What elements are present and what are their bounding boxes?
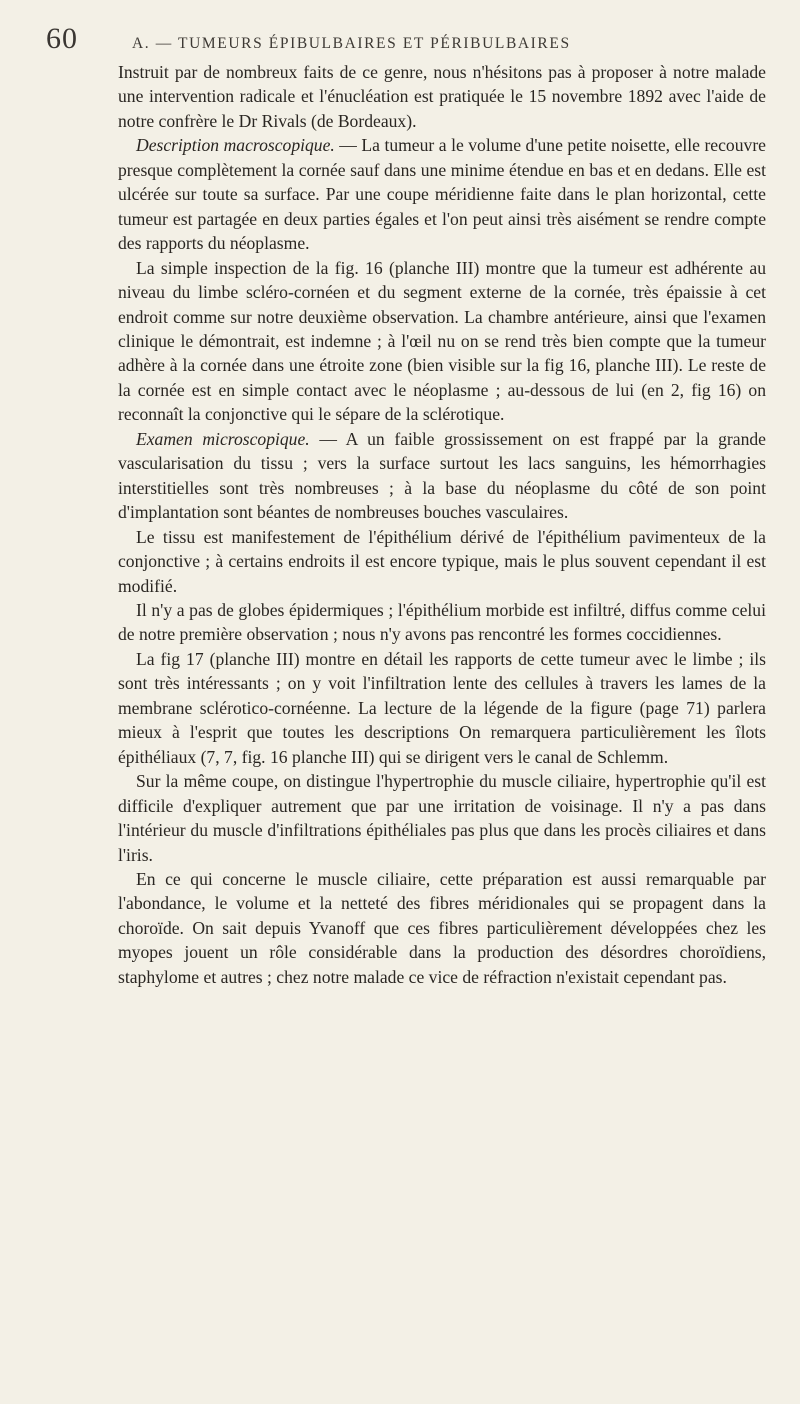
paragraph-text: Le tissu est manifestement de l'épithélium dérivé de l'épithélium pavimenteux de la conjonctive ; à certains endroits il est encore typique, mais le plus souvent cependant il est modifié. [118, 526, 766, 596]
paragraph [118, 867, 766, 989]
paragraph-text: Sur la même coupe, on distingue l'hypertrophie du muscle ciliaire, hypertrophie qu'il est difficile d'expliquer autrement que par une irritation de voisinage. Il n'y a pas dans l'intérieur du muscle d'infiltrations épithéliales pas plus que dans les procès ciliaires et dans l'iris. [118, 771, 766, 865]
paragraph [118, 60, 766, 133]
paragraph [118, 256, 766, 427]
paragraph [118, 769, 766, 867]
running-head: A. — TUMEURS ÉPIBULBAIRES ET PÉRIBULBAIRES [132, 35, 571, 52]
paragraph-text: — A un faible grossissement on est frappé par la grande vascularisation du tissu ; vers la surface surtout les lacs sanguins, les hémorrhagies interstitielles sont très nombreuses ; à la base du néoplasme du côté de son point d'implantation sont béantes de nombreuses bouches vasculaires. [118, 428, 766, 523]
paragraph [118, 525, 766, 598]
page-number: 60 [46, 22, 78, 55]
paragraph [118, 427, 766, 525]
paragraph [118, 598, 766, 647]
paragraph [118, 647, 766, 769]
section-heading: Examen microscopique. [136, 428, 310, 449]
paragraph-text: Il n'y a pas de globes épidermiques ; l'épithélium morbide est infiltré, diffus comme celui de notre première observation ; nous n'y avons pas rencontré les formes coccidiennes. [118, 599, 766, 645]
paragraph-text: Instruit par de nombreux faits de ce genre, nous n'hésitons pas à proposer à notre malade une intervention radicale et l'énucléation est pratiquée le 15 novembre 1892 avec l'aide de notre confrère le Dr Rivals (de Bordeaux). [118, 62, 766, 131]
paragraph-text: En ce qui concerne le muscle ciliaire, cette préparation est aussi remarquable par l'abondance, le volume et la netteté des fibres méridionales qui se propagent dans la choroïde. On sait depuis Yvanoff que ces fibres particulièrement développées chez les myopes jouent un rôle considérable dans la production des désordres choroïdiens, staphylome et autres ; chez notre malade ce vice de réfraction n'existait cependant pas. [118, 868, 766, 987]
page-header [46, 22, 766, 54]
body-text [118, 60, 766, 989]
paragraph [118, 133, 766, 255]
section-heading: Description macroscopique. [136, 135, 335, 156]
paragraph-text: La fig 17 (planche III) montre en détail les rapports de cette tumeur avec le limbe ; ils sont très intéressants ; on y voit l'infiltration lente des cellules à travers les lames de la membrane sclérotico-cornéenne. La lecture de la légende de la figure (page 71) parlera mieux à l'esprit que toutes les descriptions On remarquera particulièrement les îlots épithéliaux (7, 7, fig. 16 planche III) qui se dirigent vers le canal de Schlemm. [118, 648, 766, 767]
paragraph-text: La simple inspection de la fig. 16 (planche III) montre que la tumeur est adhérente au niveau du limbe scléro-cornéen et du segment externe de la cornée, très épaissie à cet endroit comme sur notre deuxième observation. La chambre antérieure, ainsi que l'examen clinique le démontrait, est indemne ; à l'œil nu on se rend très bien compte que la tumeur adhère à la cornée dans une étroite zone (bien visible sur la fig 16, planche III). Le reste de la cornée est en simple contact avec le néoplasme ; au-dessous de lui (en 2, fig 16) on reconnaît la conjonctive qui le sépare de la sclérotique. [118, 257, 766, 425]
paragraph-text: — La tumeur a le volume d'une petite noisette, elle recouvre presque complètement la cornée sauf dans une minime étendue en bas et en dedans. Elle est ulcérée sur toute sa surface. Par une coupe méridienne faite dans le plan horizontal, cette tumeur est partagée en deux parties égales et l'on peut ainsi très aisément se rendre compte des rapports du néoplasme. [118, 135, 766, 254]
